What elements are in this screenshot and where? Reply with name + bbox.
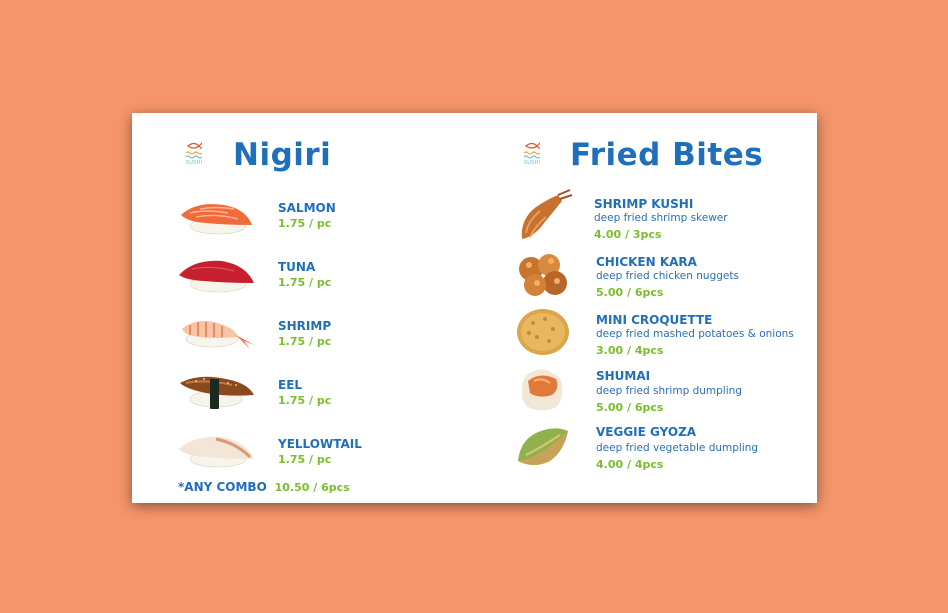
item-price: 4.00 / 4pcs [596, 458, 664, 471]
item-name: TUNA [278, 260, 316, 274]
fish-logo-icon [524, 142, 540, 161]
fried-bites-title: Fried Bites [570, 137, 764, 173]
item-description: deep fried shrimp skewer [594, 212, 728, 224]
item-name: VEGGIE GYOZA [596, 425, 697, 439]
logo-text: SUSHI [185, 160, 203, 166]
combo-offer [178, 480, 350, 494]
item-price: 4.00 / 3pcs [594, 228, 662, 241]
item-name: SHUMAI [596, 369, 651, 383]
item-price: 5.00 / 6pcs [596, 286, 664, 299]
item-name: MINI CROQUETTE [596, 313, 713, 327]
sushi-logo [183, 142, 205, 168]
combo-price: 10.50 / 6pcs [274, 481, 350, 494]
fish-logo-icon [186, 142, 202, 161]
item-description: deep fried shrimp dumpling [596, 385, 742, 397]
salmon-nigiri-image [176, 195, 256, 239]
item-name: CHICKEN KARA [596, 255, 697, 269]
item-description: deep fried vegetable dumpling [596, 442, 759, 454]
item-description: deep fried mashed potatoes & onions [596, 328, 794, 340]
sushi-logo [521, 142, 543, 168]
shrimp-kushi-image [514, 189, 574, 245]
item-price: 1.75 / pc [278, 217, 332, 230]
yellowtail-nigiri-image [176, 429, 256, 473]
shumai-image [516, 365, 572, 415]
combo-label: *ANY COMBO [178, 480, 267, 494]
item-name: SHRIMP [278, 319, 332, 333]
item-name: EEL [278, 378, 303, 392]
chicken-karaage-image [515, 251, 571, 299]
tuna-nigiri-image [176, 253, 256, 297]
nigiri-title: Nigiri [233, 137, 332, 173]
menu-card [132, 113, 817, 503]
item-price: 1.75 / pc [278, 394, 332, 407]
item-price: 1.75 / pc [278, 335, 332, 348]
gyoza-image [514, 421, 574, 471]
item-price: 3.00 / 4pcs [596, 344, 664, 357]
item-name: SALMON [278, 201, 336, 215]
croquette-image [515, 307, 571, 357]
item-name: YELLOWTAIL [278, 437, 362, 451]
item-price: 1.75 / pc [278, 453, 332, 466]
item-price: 5.00 / 6pcs [596, 401, 664, 414]
item-price: 1.75 / pc [278, 276, 332, 289]
shrimp-nigiri-image [176, 311, 256, 355]
item-name: SHRIMP KUSHI [594, 197, 694, 211]
item-description: deep fried chicken nuggets [596, 270, 739, 282]
logo-text: SUSHI [523, 160, 541, 166]
eel-nigiri-image [176, 369, 256, 413]
